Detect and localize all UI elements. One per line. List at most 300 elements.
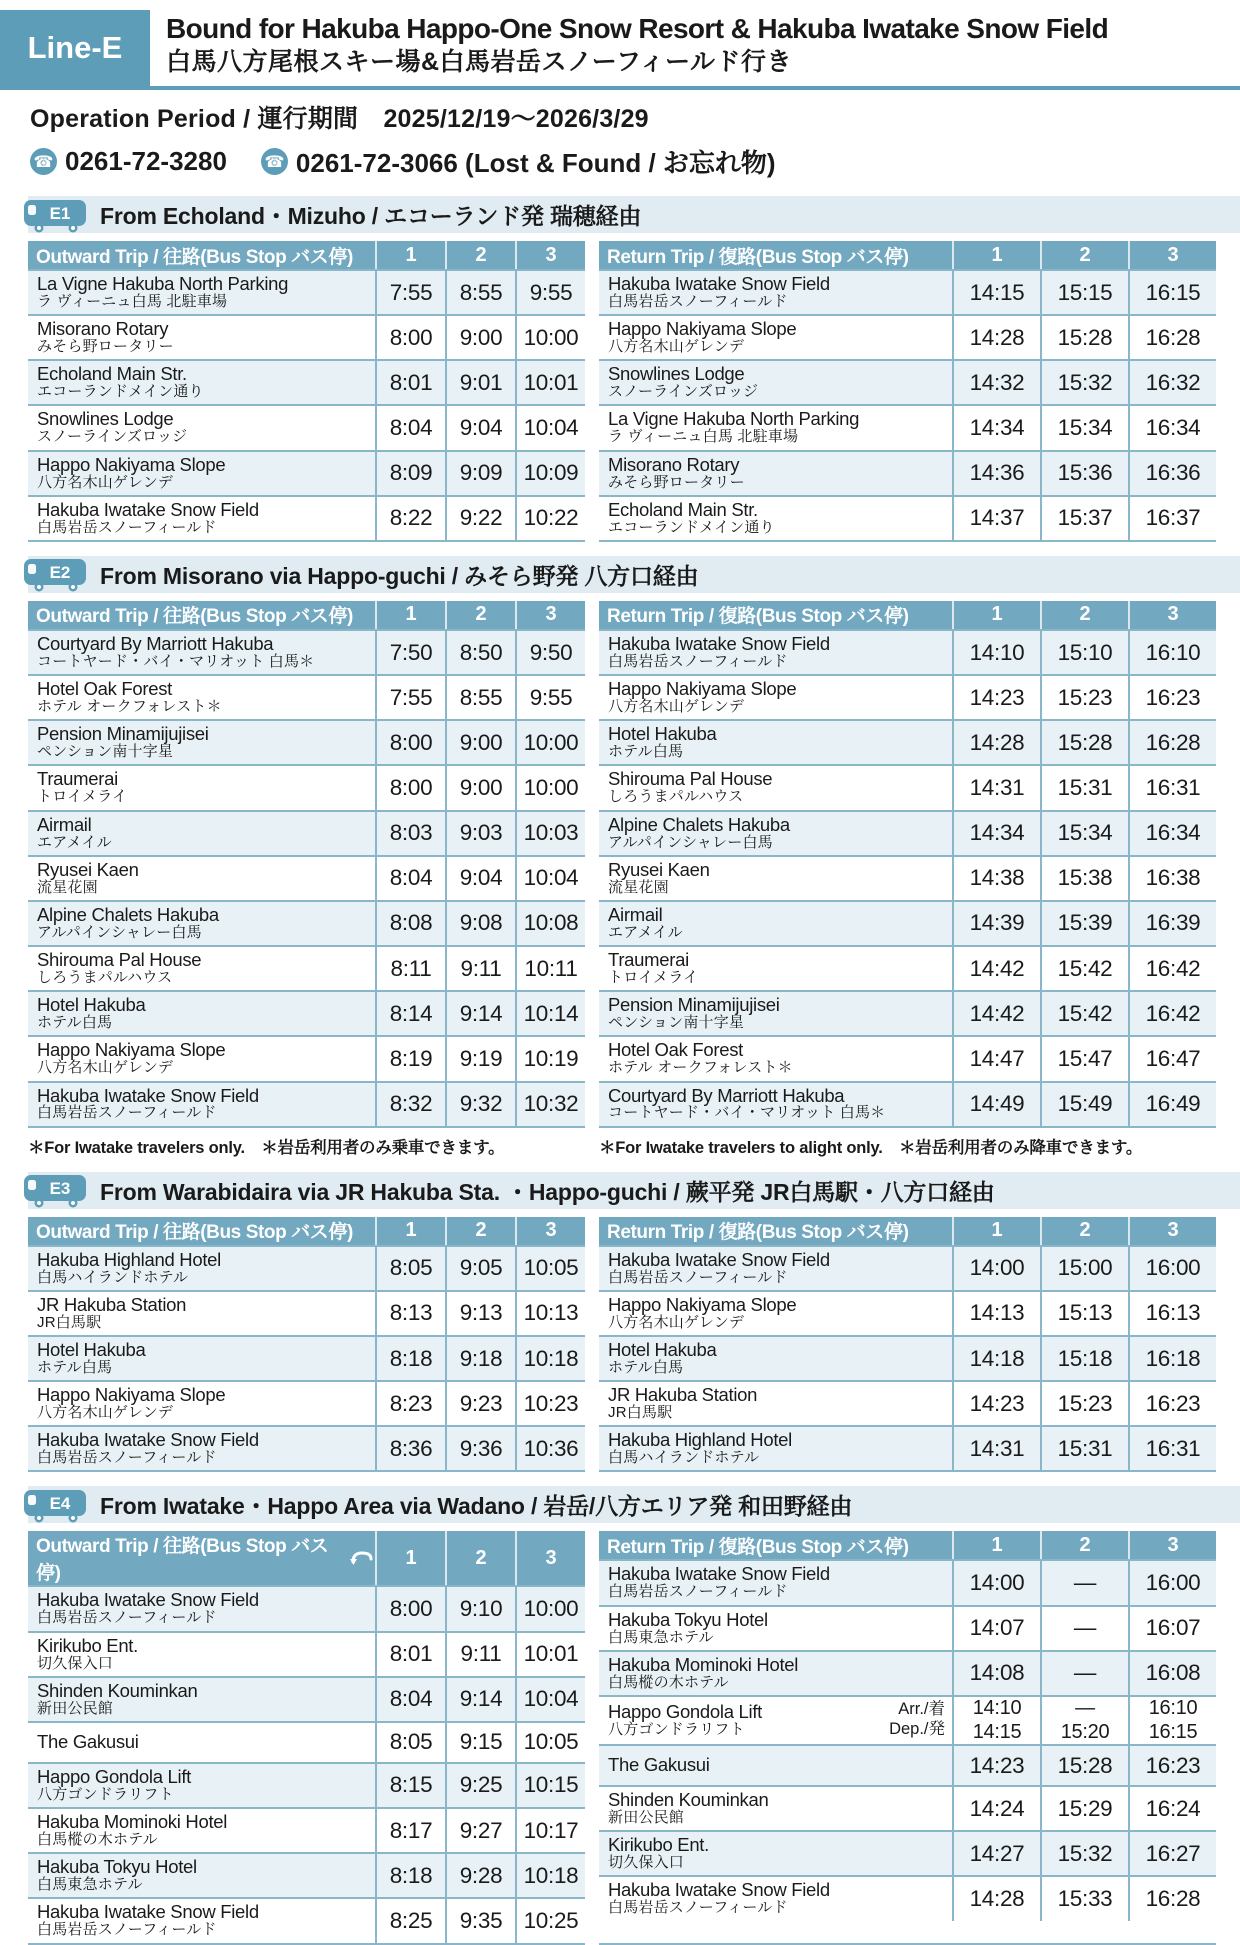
- stop-name-cell: [599, 406, 952, 449]
- stop-row: [28, 764, 585, 809]
- time-cell: 16:49: [1128, 1083, 1216, 1126]
- stop-name-cell: [28, 1587, 375, 1630]
- arr-dep-labels: [889, 1700, 948, 1740]
- stop-name-ja: エアメイル: [37, 833, 112, 851]
- stop-name-en: Kirikubo Ent.: [37, 1634, 138, 1656]
- time-cell: 14:31: [952, 766, 1040, 809]
- stop-name-cell: [599, 271, 952, 314]
- time-cell: 8:36: [375, 1427, 445, 1470]
- stop-name-ja: ホテル オークフォレスト＊: [37, 698, 222, 716]
- stop-name-cell: [599, 497, 952, 540]
- stop-name-en: Happo Gondola Lift: [608, 1700, 763, 1722]
- time-cell: 16:28: [1128, 1877, 1216, 1920]
- phone-lost-found: [261, 143, 776, 180]
- arr-time: —: [1075, 1696, 1095, 1719]
- stop-name-cell: [28, 316, 375, 359]
- svg-text:E4: E4: [49, 1493, 71, 1513]
- time-cell: 9:00: [445, 316, 515, 359]
- stop-name-cell: [599, 1427, 952, 1470]
- stop-row: [599, 764, 1216, 809]
- stop-row: [599, 1335, 1216, 1380]
- tables-row: [28, 1217, 1216, 1473]
- stop-name-ja: スノーラインズロッジ: [37, 428, 188, 446]
- column-header: 1: [375, 601, 445, 629]
- time-cell: 9:32: [445, 1083, 515, 1126]
- stop-name-cell: [599, 631, 952, 674]
- time-cell: [1128, 1697, 1216, 1744]
- stop-row: [28, 1897, 585, 1942]
- stop-name-cell: [599, 452, 952, 495]
- time-cell: 9:00: [445, 766, 515, 809]
- time-cell: 9:22: [445, 497, 515, 540]
- stop-row: [28, 990, 585, 1035]
- time-cell: 9:15: [445, 1723, 515, 1762]
- time-cell: 10:04: [515, 406, 585, 449]
- section-title: From Warabidaira via JR Hakuba Sta. ・Happo-guchi / 蕨平発 JR白馬駅・八方口経由: [100, 1178, 995, 1205]
- time-cell: 16:39: [1128, 902, 1216, 945]
- stop-row: [28, 1335, 585, 1380]
- stop-name-cell: [599, 1697, 952, 1744]
- stop-row: [28, 1676, 585, 1721]
- column-header: 2: [1040, 1217, 1128, 1245]
- stop-name-ja: ラ ヴィーニュ白馬 北駐車場: [608, 428, 799, 446]
- time-cell: 7:50: [375, 631, 445, 674]
- stop-name-ja: しろうまパルハウス: [608, 788, 744, 806]
- time-cell: 10:00: [515, 1587, 585, 1630]
- time-cell: 14:34: [952, 406, 1040, 449]
- stop-name-ja: 八方名木山ゲレンデ: [608, 1313, 745, 1331]
- stop-name-ja: ホテル白馬: [608, 1358, 684, 1376]
- line-badge: Line-E: [0, 10, 150, 86]
- time-cell: 10:04: [515, 1678, 585, 1721]
- stop-name-en: Misorano Rotary: [37, 318, 169, 340]
- stop-row: [599, 900, 1216, 945]
- time-cell: 10:09: [515, 452, 585, 495]
- time-cell: 14:38: [952, 857, 1040, 900]
- time-cell: 14:07: [952, 1607, 1040, 1650]
- stop-name-en: Shinden Kouminkan: [37, 1679, 198, 1701]
- stop-row: [28, 1762, 585, 1807]
- time-cell: 9:11: [445, 947, 515, 990]
- stop-name-en: Hotel Hakuba: [37, 994, 146, 1016]
- arr-time: 16:10: [1148, 1696, 1198, 1719]
- svg-text:E2: E2: [49, 563, 71, 583]
- table-header-row: [599, 1217, 1216, 1245]
- time-cell: 15:38: [1040, 857, 1128, 900]
- stop-name-ja: 流星花園: [608, 878, 669, 896]
- table-header-row: [599, 601, 1216, 629]
- stop-row: [28, 629, 585, 674]
- column-header: 2: [1040, 241, 1128, 269]
- stop-name-ja: エコーランドメイン通り: [608, 518, 775, 536]
- stop-row: [599, 450, 1216, 495]
- time-cell: 15:39: [1040, 902, 1128, 945]
- phone-main: [30, 146, 227, 177]
- column-header: 3: [515, 1531, 585, 1585]
- stop-row: [599, 1875, 1216, 1920]
- table-header-row: [28, 601, 585, 629]
- time-cell: 14:39: [952, 902, 1040, 945]
- stop-name-ja: アルパインシャレー白馬: [608, 833, 773, 851]
- section-e1: [0, 196, 1240, 542]
- table-header-row: [28, 241, 585, 269]
- stop-name-cell: [28, 1083, 375, 1126]
- stop-row: [28, 450, 585, 495]
- stop-name-ja: アルパインシャレー白馬: [37, 923, 202, 941]
- time-cell: 14:23: [952, 1746, 1040, 1785]
- time-cell: 9:14: [445, 1678, 515, 1721]
- time-cell: 9:27: [445, 1809, 515, 1852]
- tables-row: [28, 601, 1216, 1128]
- stop-name-ja: 白馬岩岳スノーフィールド: [37, 1104, 217, 1122]
- stop-name-ja: ペンション南十字星: [608, 1014, 745, 1032]
- time-cell: 16:42: [1128, 992, 1216, 1035]
- time-cell: 7:55: [375, 676, 445, 719]
- stop-row: [599, 1605, 1216, 1650]
- outward-trip-header-label: Outward Trip / 往路(Bus Stop バス停): [36, 1222, 353, 1244]
- time-cell: 9:01: [445, 361, 515, 404]
- section-title: From Iwatake・Happo Area via Wadano / 岩岳/八方エリア発 和田野経由: [100, 1493, 853, 1520]
- time-cell: 16:10: [1128, 631, 1216, 674]
- time-cell: 16:47: [1128, 1037, 1216, 1080]
- stop-row: [28, 1631, 585, 1676]
- bus-icon: [22, 1172, 88, 1210]
- time-cell: 14:47: [952, 1037, 1040, 1080]
- time-cell: [1040, 1697, 1128, 1744]
- stop-name-ja: 八方名木山ゲレンデ: [37, 473, 174, 491]
- time-cell: 15:37: [1040, 497, 1128, 540]
- stop-name-ja: 白馬ハイランドホテル: [608, 1449, 760, 1467]
- time-cell: [952, 1697, 1040, 1744]
- stop-name-cell: [599, 766, 952, 809]
- stop-name-cell: [599, 1877, 952, 1920]
- stop-name-en: Airmail: [608, 903, 663, 925]
- stop-name-en: Happo Gondola Lift: [37, 1765, 192, 1787]
- stop-name-cell: [28, 1678, 375, 1721]
- stop-row: [28, 269, 585, 314]
- page-title-ja: 白馬八方尾根スキー場&白馬岩岳スノーフィールド行き: [166, 47, 793, 76]
- time-cell: 10:00: [515, 721, 585, 764]
- time-cell: 14:37: [952, 497, 1040, 540]
- time-cell: 14:28: [952, 316, 1040, 359]
- stop-name-ja: みそら野ロータリー: [37, 338, 174, 356]
- time-cell: 15:29: [1040, 1787, 1128, 1830]
- stop-row: [28, 314, 585, 359]
- stop-name-cell: [28, 812, 375, 855]
- stop-name-ja: ラ ヴィーニュ白馬 北駐車場: [37, 292, 228, 310]
- stop-name-ja: 八方ゴンドラリフト: [608, 1720, 745, 1738]
- time-cell: 9:23: [445, 1382, 515, 1425]
- time-cell: 9:35: [445, 1899, 515, 1942]
- stop-name-cell: [28, 721, 375, 764]
- time-cell: 14:49: [952, 1083, 1040, 1126]
- time-cell: 15:00: [1040, 1247, 1128, 1290]
- time-cell: 9:04: [445, 406, 515, 449]
- time-cell: 8:05: [375, 1723, 445, 1762]
- stop-name-cell: [28, 1723, 375, 1762]
- time-cell: 16:23: [1128, 1382, 1216, 1425]
- time-cell: 15:10: [1040, 631, 1128, 674]
- arr-time: 14:10: [972, 1696, 1022, 1719]
- time-cell: 16:00: [1128, 1247, 1216, 1290]
- stop-row: [28, 1807, 585, 1852]
- section-title: From Echoland・Mizuho / エコーランド発 瑞穂経由: [100, 203, 642, 229]
- phone-number-main: 0261-72-3280: [65, 146, 227, 176]
- time-cell: 16:27: [1128, 1832, 1216, 1875]
- return-trip-header-label: Return Trip / 復路(Bus Stop バス停): [607, 246, 909, 268]
- time-cell: 8:55: [445, 676, 515, 719]
- time-cell: 8:18: [375, 1854, 445, 1897]
- stop-name-en: Ryusei Kaen: [37, 858, 139, 880]
- time-cell: 16:18: [1128, 1337, 1216, 1380]
- time-cell: 14:18: [952, 1337, 1040, 1380]
- time-cell: 16:38: [1128, 857, 1216, 900]
- time-cell: 9:14: [445, 992, 515, 1035]
- phone-icon: ☎: [261, 148, 288, 175]
- time-cell: 16:00: [1128, 1561, 1216, 1604]
- time-cell: 15:49: [1040, 1083, 1128, 1126]
- time-cell: 14:10: [952, 631, 1040, 674]
- time-cell: 16:34: [1128, 406, 1216, 449]
- stop-name-cell: [599, 1037, 952, 1080]
- stop-name-en: The Gakusui: [608, 1754, 710, 1776]
- time-cell: 14:36: [952, 452, 1040, 495]
- stop-name-cell: [599, 1746, 952, 1785]
- stop-name-ja: ホテル白馬: [37, 1358, 113, 1376]
- stop-row: [28, 404, 585, 449]
- page-title-en: Bound for Hakuba Happo-One Snow Resort & Hakuba Iwatake Snow Field: [166, 13, 1109, 44]
- time-cell: 14:13: [952, 1292, 1040, 1335]
- stop-name-ja: 白馬岩岳スノーフィールド: [37, 518, 217, 536]
- stop-name-en: Pension Minamijujisei: [608, 994, 780, 1016]
- time-cell: 16:31: [1128, 1427, 1216, 1470]
- time-cell: —: [1040, 1652, 1128, 1695]
- stop-name-en: Echoland Main Str.: [608, 498, 758, 520]
- page-header: [0, 10, 1240, 86]
- stop-name-en: Hakuba Iwatake Snow Field: [608, 1879, 830, 1901]
- time-cell: 15:34: [1040, 406, 1128, 449]
- stop-name-en: Traumerai: [37, 768, 118, 790]
- time-cell: 8:05: [375, 1247, 445, 1290]
- stop-name-en: The Gakusui: [37, 1730, 139, 1752]
- stop-name-en: Traumerai: [608, 949, 689, 971]
- tables-row: [28, 1531, 1216, 1944]
- stop-name-ja: 白馬岩岳スノーフィールド: [37, 1921, 217, 1939]
- time-cell: 8:04: [375, 406, 445, 449]
- stop-name-cell: [28, 406, 375, 449]
- stop-name-cell: [599, 1832, 952, 1875]
- stop-name-en: Shinden Kouminkan: [608, 1789, 769, 1811]
- section-header-e3: [28, 1172, 1240, 1209]
- time-cell: 16:42: [1128, 947, 1216, 990]
- time-cell: 16:34: [1128, 812, 1216, 855]
- time-cell: 16:36: [1128, 452, 1216, 495]
- time-cell: 8:11: [375, 947, 445, 990]
- time-cell: 10:05: [515, 1247, 585, 1290]
- time-cell: 15:32: [1040, 361, 1128, 404]
- column-header: 2: [1040, 1531, 1128, 1559]
- stop-name-en: Hakuba Iwatake Snow Field: [37, 1429, 259, 1451]
- stop-row: [599, 269, 1216, 314]
- stop-name-cell: [599, 1337, 952, 1380]
- time-cell: 14:23: [952, 676, 1040, 719]
- stop-name-en: Shirouma Pal House: [37, 949, 202, 971]
- stop-name-cell: [28, 1633, 375, 1676]
- return-trip-table: [599, 241, 1216, 542]
- column-header: 3: [1128, 241, 1216, 269]
- time-cell: 15:23: [1040, 1382, 1128, 1425]
- stop-name-ja: JR白馬駅: [608, 1404, 673, 1422]
- time-cell: 9:03: [445, 812, 515, 855]
- time-cell: 14:34: [952, 812, 1040, 855]
- stop-name-cell: [599, 1292, 952, 1335]
- time-cell: 8:17: [375, 1809, 445, 1852]
- time-cell: 16:24: [1128, 1787, 1216, 1830]
- stop-name-en: Hotel Hakuba: [37, 1338, 146, 1360]
- stop-name-ja: ホテル白馬: [37, 1014, 113, 1032]
- time-cell: 7:55: [375, 271, 445, 314]
- stop-name-en: Happo Nakiyama Slope: [37, 1384, 226, 1406]
- time-cell: 9:04: [445, 857, 515, 900]
- time-cell: 8:15: [375, 1764, 445, 1807]
- time-cell: 9:18: [445, 1337, 515, 1380]
- stop-row: [599, 945, 1216, 990]
- time-cell: 15:34: [1040, 812, 1128, 855]
- column-header: 3: [1128, 1217, 1216, 1245]
- time-cell: 8:09: [375, 452, 445, 495]
- stop-name-cell: [28, 1337, 375, 1380]
- time-cell: 15:31: [1040, 766, 1128, 809]
- time-cell: 9:50: [515, 631, 585, 674]
- stop-row: [599, 1081, 1216, 1126]
- bus-icon: [22, 556, 88, 594]
- time-cell: 8:25: [375, 1899, 445, 1942]
- time-cell: 15:42: [1040, 947, 1128, 990]
- time-cell: 10:00: [515, 316, 585, 359]
- section-e4: [0, 1486, 1240, 1944]
- stop-name-en: Hakuba Iwatake Snow Field: [608, 1248, 830, 1270]
- title-block: [150, 10, 1108, 86]
- time-cell: 15:23: [1040, 676, 1128, 719]
- column-header: 2: [445, 601, 515, 629]
- section-header-e2: [28, 556, 1240, 593]
- stop-name-ja: 白馬樅の木ホテル: [608, 1673, 729, 1691]
- column-header: 2: [445, 1217, 515, 1245]
- stop-row: [599, 1290, 1216, 1335]
- stop-name-ja: 白馬岩岳スノーフィールド: [608, 652, 788, 670]
- stop-row: [599, 404, 1216, 449]
- stop-name-cell: [599, 992, 952, 1035]
- time-cell: 14:24: [952, 1787, 1040, 1830]
- stop-row: [599, 359, 1216, 404]
- time-cell: 8:01: [375, 1633, 445, 1676]
- time-cell: 14:28: [952, 721, 1040, 764]
- time-cell: 8:00: [375, 766, 445, 809]
- dep-time: 15:20: [1060, 1720, 1110, 1743]
- stop-name-ja: 白馬東急ホテル: [608, 1628, 714, 1646]
- stop-name-ja: 白馬ハイランドホテル: [37, 1268, 189, 1286]
- time-cell: 10:22: [515, 497, 585, 540]
- stop-row: [28, 855, 585, 900]
- stop-row: [599, 1559, 1216, 1604]
- stop-row: [599, 314, 1216, 359]
- stop-name-ja: 八方名木山ゲレンデ: [37, 1404, 174, 1422]
- table-header-row: [599, 241, 1216, 269]
- column-header: 3: [515, 241, 585, 269]
- time-cell: 9:13: [445, 1292, 515, 1335]
- time-cell: 8:04: [375, 1678, 445, 1721]
- stop-name-cell: [28, 1427, 375, 1470]
- stop-name-en: JR Hakuba Station: [608, 1384, 758, 1406]
- stop-name-cell: [599, 857, 952, 900]
- stop-name-ja: しろうまパルハウス: [37, 969, 173, 986]
- stop-name-cell: [599, 721, 952, 764]
- time-cell: 9:36: [445, 1427, 515, 1470]
- stop-name-ja: 白馬岩岳スノーフィールド: [608, 1899, 788, 1917]
- stop-name-en: Hakuba Iwatake Snow Field: [608, 632, 830, 654]
- phone-icon: ☎: [30, 148, 57, 175]
- stop-row: [28, 810, 585, 855]
- time-cell: 10:32: [515, 1083, 585, 1126]
- time-cell: 8:01: [375, 361, 445, 404]
- stop-name-en: Snowlines Lodge: [37, 408, 174, 430]
- stop-name-en: Hotel Hakuba: [608, 1338, 717, 1360]
- time-cell: 15:47: [1040, 1037, 1128, 1080]
- stop-name-cell: [28, 1382, 375, 1425]
- time-cell: 10:18: [515, 1337, 585, 1380]
- column-header: 1: [952, 1217, 1040, 1245]
- stop-row: [28, 1380, 585, 1425]
- time-cell: —: [1040, 1607, 1128, 1650]
- phone-row: [0, 135, 1240, 182]
- time-cell: 16:23: [1128, 1746, 1216, 1785]
- return-trip-header-label: Return Trip / 復路(Bus Stop バス停): [607, 606, 909, 628]
- column-header: 2: [445, 241, 515, 269]
- time-cell: 14:00: [952, 1247, 1040, 1290]
- time-cell: 8:32: [375, 1083, 445, 1126]
- column-header: 3: [1128, 1531, 1216, 1559]
- stop-name-en: Happo Nakiyama Slope: [37, 453, 226, 475]
- column-header: 3: [1128, 601, 1216, 629]
- svg-text:E3: E3: [49, 1179, 71, 1199]
- time-cell: 16:23: [1128, 676, 1216, 719]
- stop-name-en: Hakuba Highland Hotel: [37, 1248, 221, 1270]
- time-cell: 16:13: [1128, 1292, 1216, 1335]
- stop-name-en: Hakuba Iwatake Snow Field: [608, 1563, 830, 1585]
- time-cell: 9:25: [445, 1764, 515, 1807]
- outward-trip-table: [28, 241, 585, 542]
- time-cell: 16:15: [1128, 271, 1216, 314]
- time-cell: 9:19: [445, 1037, 515, 1080]
- stop-name-en: Happo Nakiyama Slope: [608, 678, 797, 700]
- time-cell: 15:31: [1040, 1427, 1128, 1470]
- bus-icon: [22, 1487, 88, 1525]
- time-cell: 8:50: [445, 631, 515, 674]
- stop-name-cell: [599, 316, 952, 359]
- stop-name-ja: JR白馬駅: [37, 1313, 102, 1331]
- time-cell: 10:05: [515, 1723, 585, 1762]
- footnote-left: ＊For Iwatake travelers only. ＊岩岳利用者のみ乗車できます。: [28, 1138, 505, 1157]
- time-cell: 14:42: [952, 992, 1040, 1035]
- stop-name-en: Hakuba Tokyu Hotel: [37, 1856, 197, 1878]
- stop-row: [28, 900, 585, 945]
- stop-row: [28, 945, 585, 990]
- loop-arrow-icon: [349, 1548, 375, 1568]
- time-cell: 10:13: [515, 1292, 585, 1335]
- stop-name-ja: ホテル オークフォレスト＊: [608, 1059, 793, 1077]
- stop-row: [28, 495, 585, 540]
- stop-row: [599, 1650, 1216, 1695]
